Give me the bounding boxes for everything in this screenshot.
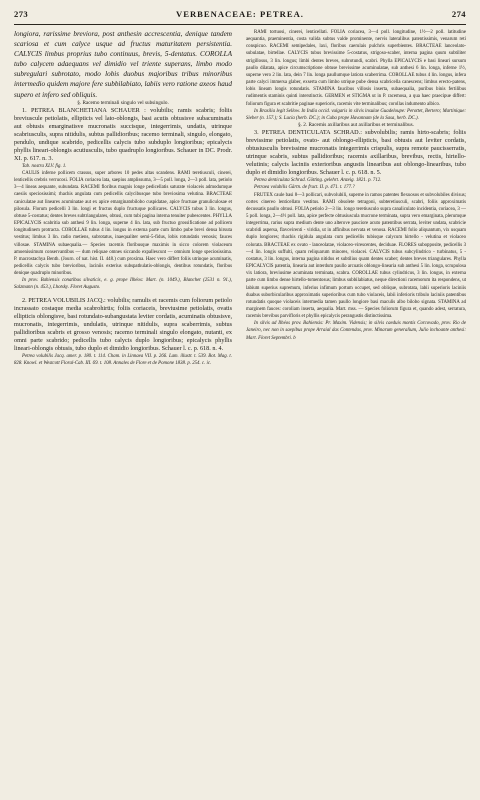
running-title: VERBENACEAE: PETREA.: [176, 9, 304, 19]
species-3-reference-1: Petrea denticulata Schrad. Götting. gelehrt. Anzeig. 1821. p. 712.: [254, 178, 382, 184]
species-1-description: CAULIS inferne pollicem crassus, super arbores 10 pedes altas scandens. RAMI teretiusculi, cinerei, lenticellis crebris verrucosi. FOLIA coriacea lata, saepius amplissuma, 3—5 poll. longa, 2—3 poll. lata, petiolo 3—4 lineas aequante, subundata. RACEMI floribus magnis longe pedicellatis saturate violaceis admodumque caesiis speciosissimi; rhachis angulata cum pedicellis calycibusque tubo breviosima velutina. BRACTEAE caniculatae aut lineares acuminatae aut ex apice emarginatobilobo cuspidatae, apice fructuae granuliculosae et pilosula. Florum pedicelli 3 lin. longi et fructus duplo fructuque pollicares. CALYCIS tubus 3 lin. longus, obtuse 5-costatus; dentes breves subtriangulares, obtusi, cum tubi pagina interna tenuiter pubescentes. PHYLLA EPICALYCIS scabritia sub anthesi 9 lin. longa, superne 4 lin. lata, sub fructuo grossificatione ad pollicem longitudinem protracta. COROLLAE tubus 4 lin. longus in externa parte cum limbo pube brevi densa hirsuta vestitus; limbus 3 lin. radio metiens, subrotatus, inaequaliter semi-5-fidus, lobis rotundatis venosis; fauces villosae. STAMINA subaequalia.— Species racemis floribusque maximis in sicco colorem violaceum amoenissimum conservantibus — dum reliquae omnes siccando expallescunt — omnium longe speciosissima. P. macrostachya Benth. (Journ. of nat. hist. II. 448.) cum proxima. Haec vero differt foliis utrinque acuminatis, pedicellis calycis tubo brevioribus, laciniis exterius subspathulatis-oblongis, dentibus rotundatis, floribus denique quadruplo minoribus.: [14, 170, 232, 277]
left-column: [14, 29, 232, 367]
species-1-diagnosis: 1. PETREA BLANCHETIANA SCHAUER : volubilis; ramis scabris; foliis breviuscule petiolatis, ellipticis vel lato-oblongis, basi acutis obtusisve subacuminatis aut obtusis emarginatisve mucronatis succisque, integerrimis, undatis, utrinque scabriusculis, supra nitidulis, subtus pallidioribus; racemo terminali, singulo, elongato, pendulo, undique scabrido, pedicellis calycis tubo subduplo longioribus; epicalycis phyllis lineari-oblongis acutiusculis, tubo quadruplo longioribus. Schauer in DC. Prodr. XI. p. 617. n. 3.: [14, 106, 232, 162]
section-heading-1: §. Racemo terminali singulo vel subsingulo.: [77, 99, 169, 106]
species-3-reference-2: Petraea volubilis Gärtn. de fruct. II. p. 471. t. 177.?: [254, 185, 355, 191]
species-1-localities: In prov. Bahiensis conatibus silvaticis, e. g. prope Ilhéos: Mart. (n. 1049.), Blanchet (2531 n. 91.), Salzmann (n. 453.), Lhotsky. Floret Augusto.: [14, 278, 232, 291]
species-2-diagnosis: 2. PETREA VOLUBILIS JACQ.: volubilis; ramulis et racemis cum foliorum petiolo incrassato costaque media scabrohirtis; foliis coriaceis, breviusime petiolatis, ovatis ellipticis oblongisve, basi rotundato-subangustata leviter cordatis, acuminatis obtusisve, mucronatis, integerrimis, undulatis, utrinque nitidulis, supra scaberrimis, subtus pallidioribus scabris et grosso venosis; racemo terminali singulo elongato, nutanti, ex omni parte scabrido; pedicellis tubo calycis duplo longioribus; epicalycis phyllis lineari-oblongis obtusis, tubo duplo et dimidio longioribus. Schauer l. c. p. 618. n. 4.: [14, 296, 232, 352]
right-column: [246, 29, 466, 342]
species-1-plate-ref: Tab. nostra XLV. fig. 1.: [22, 163, 67, 169]
species-3-localities: In silvis ad Ilhéos prov. Bahiensis: Pr. Maxim. Vidensis; in silvis caeduis montis Corcovado, prov. Rio de Janeiro, nec non in saepibus prope Arraial das Contendas, prov. Minarum generalium, Julio inchoante anthesi: Mart. Floret Septembri. b: [246, 321, 466, 341]
page-number-left: 273: [14, 9, 29, 19]
species-2-description: RAMI tortuosi, cinerei, lenticellati. FOLIA coriacea, 3—4 poll. longitudine, 1½—2 poll. latitudine aequantia, praeminentia, costa valida subtus valde prominente, nervis lateralibus patentissimis, venarum reti conspicuo. RACEMI semipedales, laxi, floribus caerulais pulchris superbientes. BRACTEAE lanceolato-subulatae, birtellae. CALYCIS tubus brevissime 5-costatus, strigoso-scaber, interna pagina quum subtiliter strigillosus, 3 lin. longus; limbi dentes breves, subrotundi, scabri. Phylla EPICALYCIS e basi lineari sursum paullo dilatata, apice circumscriptione obtuse brevissime acuminulatae, sub anthesi 6 lin. longa, inferne 1½, superne vero 2 lin. lata, dein 7 lin. longa paullumque latiora scaberrima. COROLLAE tubus 4 lin. longus, infera parte calyci immersa glaber, exserta cum limbo utrique pube densa scabricella canescens; limbus erecto-patens, lobis lineam longis rotundatis. STAMINA faucibus villosis inserta, subaequalia, puribus binis fertilibus rudimentis staminis quinti interstinctis. GERMEN et STIGMA ut in P. racemosa, a qua haec praecipue differt: foliorum figura et scabritie paginae superioris, racemis vite terminalibus; corollas indumento albico.: [246, 30, 466, 107]
species-3-diagnosis: 3. PETREA DENTICULATA SCHRAD.: subvolubilis; ramis hirto-scabris; foliis brevissime petiolatis, ovato- aut oblongo-ellipticis, basi obtusis aut leviter cordatis, obtusiusculis brevissime mucronatis integerrimis crispulis, supra remote paucisserratis, utrinque scabris, subtus pallidioribus; racemis axillaribus, brevibus, rectis, hirtello-velutinis; calycis laciniis exterioribus angustis linearibus aut oblongo-linearibus, tubo duplo et dimidio longioribus. Schauer l. c. p. 618. n. 5.: [246, 129, 466, 177]
species-3-description: FRUTEX caule basi 8—3 pollicari, subvolubili, superne in ramos patentes flexuosos et subvolubiles divisus; cortex cinereo lenticellato vestitus. RAMI obsolete tetragoni, subteretiusculi, scabri, foliis approximatis decussatis paullo obtusi. FOLIA petiolo 2—3 lin. longo teretiusculo supra canaliculato incidentia, coriacea, 3 — 5 poll. longa, 2—4½ poll. lata, apice perfecte obtusiuscula mucrone terminata, supra vero emarginata, plerumque integerrima, rarius supra medium dente uno alterove pauciore acuto patentibus serrata, leviter undata, scabricie scabridi aspersa, flavovirenti - viridia, ut in affinibus nervata et venosa. RACEMI folio aliquantum, vix usquam duplo longiores; rhachis rigidula angulata cum pedicellis tubisque calycum hirtello - velutina et violaceo colorata. BRACTEAE ex ovato - lanceolatae, violaceo-virescentes, deciduae. FLORES subopposite, pedicellis 3—4 lin. longis suffulti, quam reliquarum minores, violacei. CALYCIS tubus subcylindrico - turbinatus, 5 - costatus, 3 lin. longus, interna pagina nitidus et subtilius quam dentes scaber; dentes breves triangulares. Phylla EPICALYCIS patentia, linearia aut interdum paullo arcuatis oblongo-linearia sub anthesi 5 lin. longa, scrupulosa vix latiora, breviusime acuminata terminata, scabra. COROLLAE tubus cylindricus, 3 lin. longus, in externa parte cum limbo dense hirtello-tomentosus; limbus subbilabiatus, neque directioni racemorum ita respondens, ut labium superius supremum, inferius infimum portum occupet, sed oblique, subrotata, labii superioris laciniis duabus suborbicularibus approximatis superioribus cum tubo violaceis, labii inferioris tribulo laciniis patentibus rotundatis quoque violaceis intermedia tamen paullo longiore basi maculis albo bilobo signata. STAMINA ad marginem fauces: coroliam inserta, aequalia. Mart. mss. — Species foliorum figura et, quando adest, serratura, racemis brevibus parvifloris et phyllis epicalycis perangustis distinctissima.: [246, 192, 466, 320]
species-2-localities: In Brasilia legit Sellow. In India occid. vulgaris in silvis insulae Guadeloupe: Perottet, Bertero; Martinique: Sieber (n. 157.); S. Lucia (herb. DC.); in Cuba prope Havannam (de la Sasa, herb. DC.).: [246, 108, 466, 121]
species-2-references: Petrea volubilis Jacq. amer. p. 180. t. 114. Cham. in Linnaea VII. p. 266. Lam. illustr. t. 539. Bot. Mag. t. 828. Knowl. et Westcott Floral-Cab. III. 69. t. 108. Annales de Flore et de Pomone 1838. p. 254. c. ic.: [14, 353, 232, 366]
running-header: [14, 9, 466, 23]
page-number-right: 274: [451, 9, 466, 19]
header-rule: [14, 24, 466, 25]
lead-paragraph: longiora, rarissime breviora, post anthesin accrescentia, denique tandem scariosa et cum calyce usque ad fructus maturitatem persistentia. CALYCIS limbus proprius tubo continuus, brevis, 5-dentatus. COROLLA tubo calycem adaequans vel dimidio vel triente superans, limbo modo subregulari subrotato, modo lobis duobus majoribus tribus minoribus intermedio quidem majore fere subbilabiato, labiis vero ratione axeos haud supero et infero sed obliquis.: [14, 30, 232, 99]
section-heading-2: §. 2. Racemis axillaribus aut axillaribus et terminalibus.: [298, 122, 414, 129]
